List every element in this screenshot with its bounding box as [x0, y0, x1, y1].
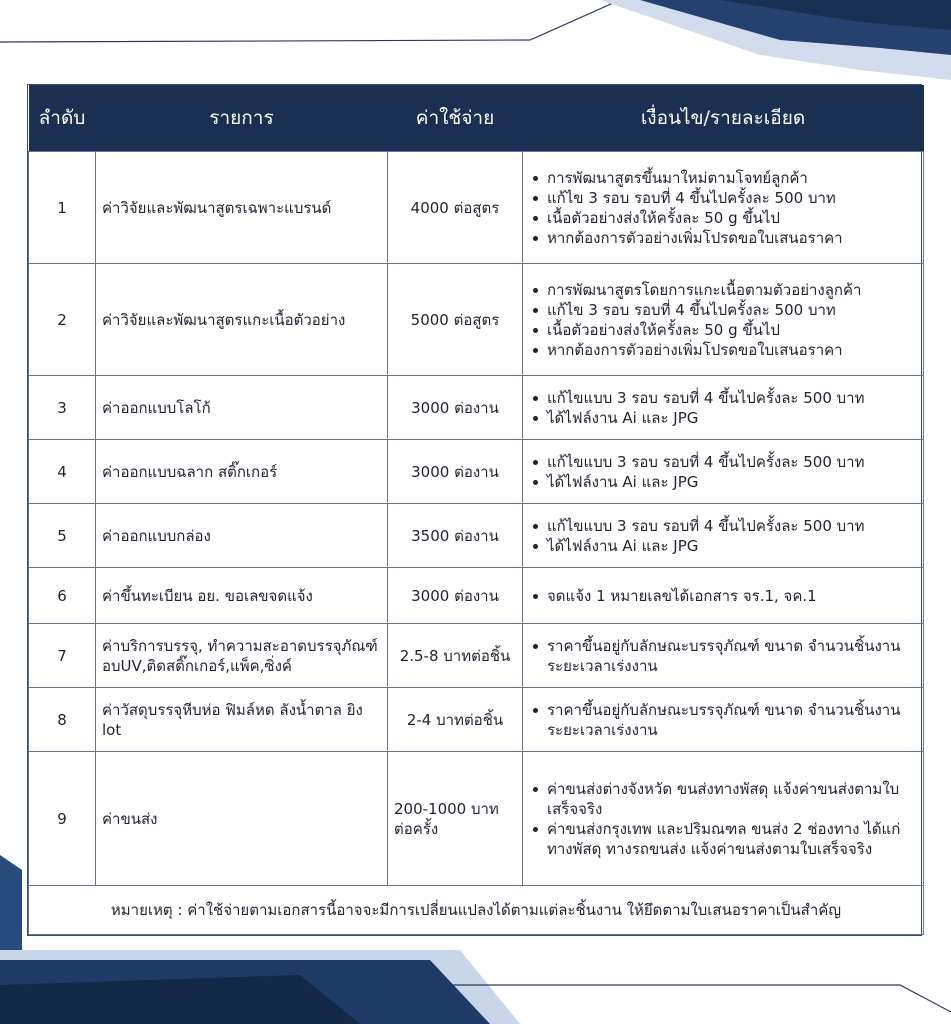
condition-item: ค่าขนส่งกรุงเทพ และปริมณฑล ขนส่ง 2 ช่องทาง ได้แก่ ทางพัสดุ ทางรถขนส่ง แจ้งค่าขนส่งตามใบเสร็จจริง	[547, 819, 917, 859]
row-item: ค่าวิจัยและพัฒนาสูตรแกะเนื้อตัวอย่าง	[96, 264, 388, 376]
table-row	[29, 440, 924, 504]
row-number: 1	[29, 152, 96, 264]
row-conditions	[523, 568, 924, 624]
condition-item: หากต้องการตัวอย่างเพิ่มโปรดขอใบเสนอราคา	[547, 228, 917, 248]
row-cost: 3500 ต่องาน	[388, 504, 523, 568]
row-conditions	[523, 152, 924, 264]
row-item: ค่าวิจัยและพัฒนาสูตรเฉพาะแบรนด์	[96, 152, 388, 264]
row-number: 7	[29, 624, 96, 688]
row-cost: 3000 ต่องาน	[388, 440, 523, 504]
table-note: หมายเหตุ : ค่าใช้จ่ายตามเอกสารนี้อาจจะมีการเปลี่ยนแปลงได้ตามแต่ละชิ้นงาน ให้ยึดตามใบเสนอราคาเป็นสำคัญ	[29, 886, 924, 935]
condition-item: ได้ไฟล์งาน Ai และ JPG	[547, 472, 917, 492]
bottom-accent-line	[380, 985, 951, 1012]
condition-item: ราคาขึ้นอยู่กับลักษณะบรรจุภัณฑ์ ขนาด จำนวนชิ้นงาน ระยะเวลาเร่งงาน	[547, 636, 917, 676]
table-row	[29, 504, 924, 568]
pricing-table-container	[27, 84, 922, 936]
header-cost: ค่าใช้จ่าย	[388, 85, 523, 152]
row-cost: 4000 ต่อสูตร	[388, 152, 523, 264]
row-item: ค่าขึ้นทะเบียน อย. ขอเลขจดแจ้ง	[96, 568, 388, 624]
table-row	[29, 624, 924, 688]
row-number: 4	[29, 440, 96, 504]
row-number: 6	[29, 568, 96, 624]
row-item: ค่าขนส่ง	[96, 752, 388, 886]
condition-item: การพัฒนาสูตรขึ้นมาใหม่ตามโจทย์ลูกค้า	[547, 168, 917, 188]
row-cost: 2.5-8 บาทต่อชิ้น	[388, 624, 523, 688]
condition-item: แก้ไขแบบ 3 รอบ รอบที่ 4 ขึ้นไปครั้งละ 500 บาท	[547, 452, 917, 472]
condition-item: หากต้องการตัวอย่างเพิ่มโปรดขอใบเสนอราคา	[547, 340, 917, 360]
row-number: 2	[29, 264, 96, 376]
condition-item: แก้ไข 3 รอบ รอบที่ 4 ขึ้นไปครั้งละ 500 บาท	[547, 188, 917, 208]
condition-item: แก้ไข 3 รอบ รอบที่ 4 ขึ้นไปครั้งละ 500 บาท	[547, 300, 917, 320]
row-number: 9	[29, 752, 96, 886]
row-cost: 3000 ต่องาน	[388, 376, 523, 440]
row-item: ค่าบริการบรรจุ, ทำความสะอาดบรรจุภัณฑ์ อบUV,ติดสติ๊กเกอร์,แพ็ค,ซิ่งค์	[96, 624, 388, 688]
bottom-shape-dark	[0, 960, 490, 1024]
row-conditions	[523, 376, 924, 440]
note-row	[29, 886, 924, 935]
top-right-shape-light	[600, 0, 951, 80]
top-right-shape-mid	[720, 0, 951, 30]
table-row	[29, 264, 924, 376]
row-conditions	[523, 264, 924, 376]
table-row	[29, 688, 924, 752]
table-row	[29, 752, 924, 886]
left-side-shape	[0, 855, 22, 1024]
condition-item: ราคาขึ้นอยู่กับลักษณะบรรจุภัณฑ์ ขนาด จำนวนชิ้นงาน ระยะเวลาเร่งงาน	[547, 700, 917, 740]
top-accent-line	[0, 0, 620, 42]
row-conditions	[523, 624, 924, 688]
condition-item: การพัฒนาสูตรโดยการแกะเนื้อตามตัวอย่างลูกค้า	[547, 280, 917, 300]
condition-item: แก้ไขแบบ 3 รอบ รอบที่ 4 ขึ้นไปครั้งละ 500 บาท	[547, 388, 917, 408]
row-conditions	[523, 688, 924, 752]
bottom-shape-deep	[0, 975, 360, 1024]
table-row	[29, 568, 924, 624]
condition-item: เนื้อตัวอย่างส่งให้ครั้งละ 50 g ขึ้นไป	[547, 320, 917, 340]
top-right-shape-dark	[640, 0, 951, 55]
condition-item: แก้ไขแบบ 3 รอบ รอบที่ 4 ขึ้นไปครั้งละ 500 บาท	[547, 516, 917, 536]
row-cost: 2-4 บาทต่อชิ้น	[388, 688, 523, 752]
row-item: ค่าออกแบบฉลาก สติ๊กเกอร์	[96, 440, 388, 504]
row-conditions	[523, 504, 924, 568]
row-item: ค่าออกแบบโลโก้	[96, 376, 388, 440]
header-item: รายการ	[96, 85, 388, 152]
row-conditions	[523, 440, 924, 504]
row-cost: 200-1000 บาท ต่อครั้ง	[388, 752, 523, 886]
row-conditions	[523, 752, 924, 886]
condition-item: เนื้อตัวอย่างส่งให้ครั้งละ 50 g ขึ้นไป	[547, 208, 917, 228]
header-no: ลำดับ	[29, 85, 96, 152]
row-item: ค่าวัสดุบรรจุหีบห่อ ฟิมล์หด ลังน้ำตาล ยิง lot	[96, 688, 388, 752]
condition-item: ได้ไฟล์งาน Ai และ JPG	[547, 536, 917, 556]
row-cost: 3000 ต่องาน	[388, 568, 523, 624]
condition-item: จดแจ้ง 1 หมายเลขได้เอกสาร จร.1, จค.1	[547, 586, 917, 606]
condition-item: ค่าขนส่งต่างจังหวัด ขนส่งทางพัสดุ แจ้งค่าขนส่งตามใบเสร็จจริง	[547, 779, 917, 819]
row-number: 3	[29, 376, 96, 440]
bottom-shape-light	[0, 950, 520, 1024]
row-number: 5	[29, 504, 96, 568]
row-number: 8	[29, 688, 96, 752]
table-row	[29, 376, 924, 440]
table-header-row	[29, 85, 924, 152]
row-item: ค่าออกแบบกล่อง	[96, 504, 388, 568]
row-cost: 5000 ต่อสูตร	[388, 264, 523, 376]
table-row	[29, 152, 924, 264]
condition-item: ได้ไฟล์งาน Ai และ JPG	[547, 408, 917, 428]
pricing-table	[28, 85, 924, 935]
header-conditions: เงื่อนไข/รายละเอียด	[523, 85, 924, 152]
